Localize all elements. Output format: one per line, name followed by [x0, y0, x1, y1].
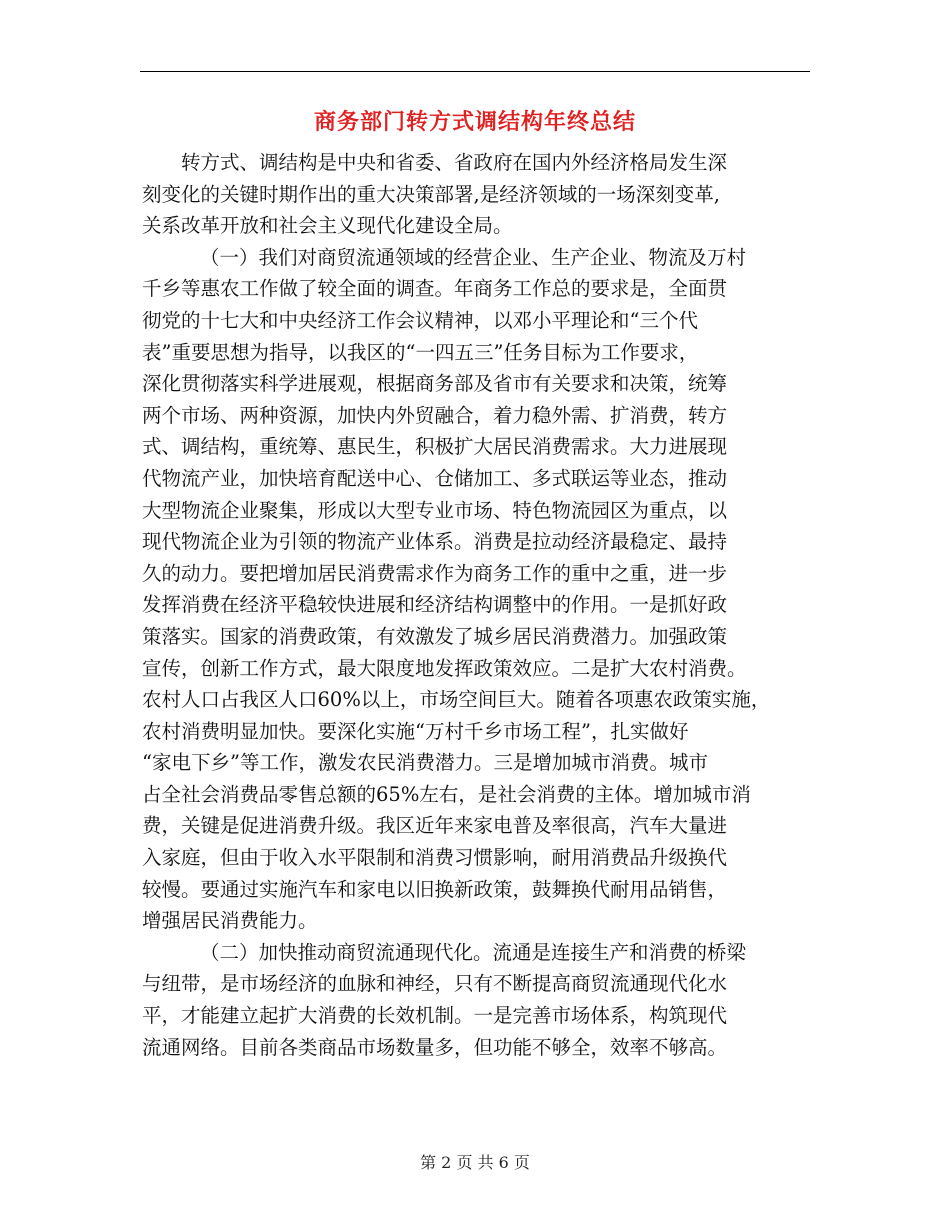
header-rule [140, 71, 810, 72]
text-line: 表”重要思想为指导，以我区的“一四五三”任务目标为工作要求， [142, 340, 699, 364]
text-line: 大型物流企业聚集，形成以大型专业市场、特色物流园区为重点，以 [142, 498, 728, 522]
document-body [142, 147, 822, 1063]
text-line: 与纽带，是市场经济的血脉和神经，只有不断提高商贸流通现代化水 [142, 972, 728, 996]
text-line: 转方式、调结构是中央和省委、省政府在国内外经济格局发生深 [181, 151, 728, 174]
text-line: 占全社会消费品零售总额的65%左右，是社会消费的主体。增加城市消 [142, 782, 751, 806]
page-number-footer: 第 2 页 共 6 页 [420, 1153, 530, 1172]
text-line: 深化贯彻落实科学进展观，根据商务部及省市有关要求和决策，统筹 [142, 372, 728, 396]
text-line: 两个市场、两种资源，加快内外贸融合，着力稳外需、扩消费，转方 [142, 403, 728, 427]
text-line: 式、调结构，重统筹、惠民生，积极扩大居民消费需求。大力进展现 [142, 435, 728, 459]
text-line: 农村消费明显加快。要深化实施“万村千乡市场工程”，扎实做好 [142, 719, 689, 743]
text-line: 平，才能建立起扩大消费的长效机制。一是完善市场体系，构筑现代 [142, 1004, 728, 1028]
text-line: 久的动力。要把增加居民消费需求作为商务工作的重中之重，进一步 [142, 561, 728, 585]
text-line: 彻党的十七大和中央经济工作会议精神，以邓小平理论和“三个代 [142, 308, 698, 332]
text-line: （一）我们对商贸流通领域的经营企业、生产企业、物流及万村 [200, 245, 747, 269]
text-line: 宣传，创新工作方式，最大限度地发挥政策效应。二是扩大农村消费。 [142, 656, 747, 680]
text-line: 增强居民消费能力。 [142, 909, 318, 933]
text-line: 代物流产业，加快培育配送中心、仓储加工、多式联运等业态，推动 [142, 466, 728, 490]
text-line: 刻变化的关键时期作出的重大决策部署,是经济领域的一场深刻变革, [142, 182, 720, 206]
text-line: 农村人口占我区人口60%以上，市场空间巨大。随着各项惠农政策实施， [142, 688, 771, 712]
text-line: 策落实。国家的消费政策，有效激发了城乡居民消费潜力。加强政策 [142, 624, 728, 648]
text-line: 现代物流企业为引领的物流产业体系。消费是拉动经济最稳定、最持 [142, 530, 728, 554]
document-title: 商务部门转方式调结构年终总结 [313, 110, 636, 135]
text-line: （二）加快推动商贸流通现代化。流通是连接生产和消费的桥梁 [200, 940, 747, 964]
text-line: 费，关键是促进消费升级。我区近年来家电普及率很高，汽车大量进 [142, 814, 728, 838]
text-line: 流通网络。目前各类商品市场数量多，但功能不够全，效率不够高。 [142, 1035, 728, 1059]
text-line: “家电下乡”等工作，激发农民消费潜力。三是增加城市消费。城市 [142, 751, 708, 775]
text-line: 入家庭，但由于收入水平限制和消费习惯影响，耐用消费品升级换代 [142, 846, 728, 870]
text-line: 较慢。要通过实施汽车和家电以旧换新政策，鼓舞换代耐用品销售， [142, 877, 728, 901]
text-line: 发挥消费在经济平稳较快进展和经济结构调整中的作用。一是抓好政 [142, 593, 728, 617]
text-line: 千乡等惠农工作做了较全面的调查。年商务工作总的要求是，全面贯 [142, 277, 728, 301]
text-line: 关系改革开放和社会主义现代化建设全局。 [142, 214, 513, 238]
